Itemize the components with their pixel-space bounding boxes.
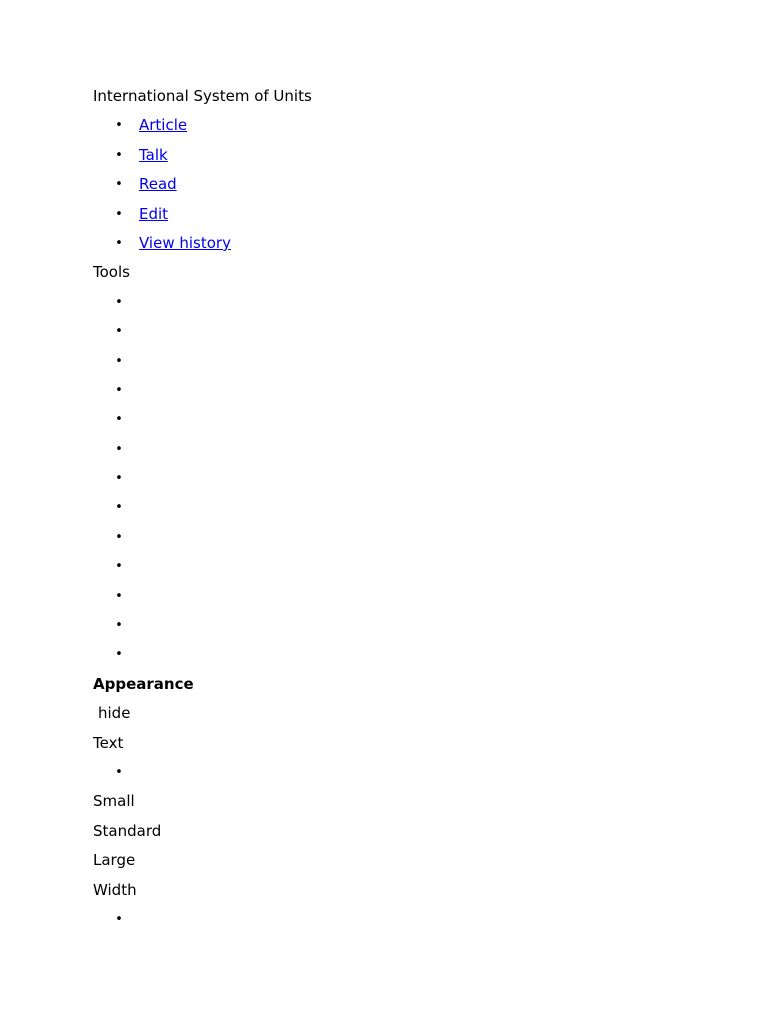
appearance-heading: Appearance [93,674,194,693]
bullet-icon: • [115,382,123,398]
tools-label: Tools [93,263,130,282]
bullet-icon: • [115,118,123,134]
nav-item-read [93,170,693,199]
bullet-icon: • [115,177,123,193]
nav-item-view-history [93,229,693,258]
bullet-icon: • [115,618,123,634]
tools-list-item [93,435,693,464]
nav-item-talk [93,141,693,170]
appearance-hide-button[interactable]: hide [98,704,131,723]
width-list [93,905,693,934]
tools-list-item [93,611,693,640]
nav-item-article [93,111,693,140]
tools-list-item [93,523,693,552]
bullet-icon: • [115,412,123,428]
bullet-icon: • [115,441,123,457]
width-list-item [93,905,693,934]
tools-list-item [93,376,693,405]
bullet-icon: • [115,911,123,927]
talk-link[interactable]: Talk [139,145,168,164]
page-title: International System of Units [93,87,312,105]
bullet-icon: • [115,559,123,575]
bullet-icon: • [115,324,123,340]
tools-list-item [93,493,693,522]
nav-item-edit [93,200,693,229]
bullet-icon: • [115,353,123,369]
tools-list-item [93,582,693,611]
page-content [93,82,693,934]
tools-list-item [93,552,693,581]
bullet-icon: • [115,294,123,310]
tools-list-item [93,464,693,493]
bullet-icon: • [115,235,123,251]
bullet-icon: • [115,588,123,604]
bullet-icon: • [115,206,123,222]
text-size-option-small[interactable]: Small [93,792,135,811]
tools-list-item [93,640,693,669]
namespace-nav [93,111,693,258]
view-history-link[interactable]: View history [139,233,231,252]
text-size-list [93,758,693,787]
tools-list-item [93,288,693,317]
bullet-icon: • [115,500,123,516]
tools-list-item [93,405,693,434]
text-size-option-large[interactable]: Large [93,851,136,870]
bullet-icon: • [115,764,123,780]
edit-link[interactable]: Edit [139,204,169,223]
bullet-icon: • [115,471,123,487]
bullet-icon: • [115,529,123,545]
article-link[interactable]: Article [139,116,188,135]
read-link[interactable]: Read [139,175,177,194]
width-label: Width [93,880,137,899]
tools-list [93,288,693,670]
text-size-list-item [93,758,693,787]
bullet-icon: • [115,647,123,663]
tools-list-item [93,317,693,346]
text-size-option-standard[interactable]: Standard [93,821,162,840]
text-size-label: Text [93,733,124,752]
tools-list-item [93,347,693,376]
bullet-icon: • [115,147,123,163]
